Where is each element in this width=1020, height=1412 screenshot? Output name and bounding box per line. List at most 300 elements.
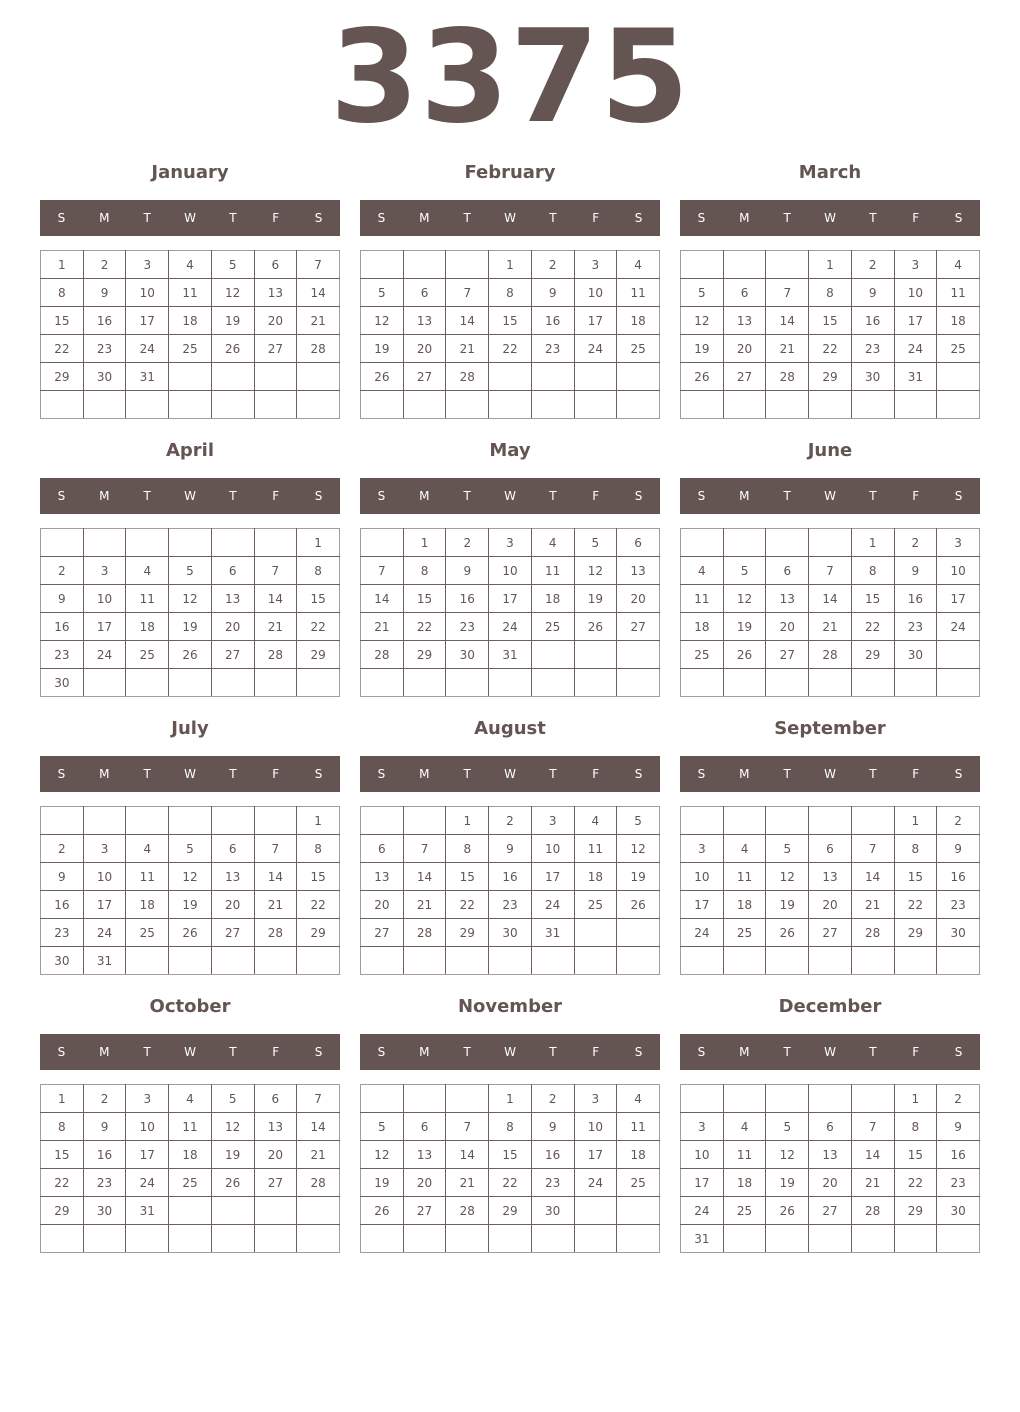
weekday-label: W bbox=[184, 211, 196, 225]
weekday-label: T bbox=[783, 211, 791, 225]
day-cell: 9 bbox=[41, 863, 84, 891]
day-cell: 1 bbox=[809, 251, 852, 279]
day-cell bbox=[617, 391, 660, 419]
day-cell bbox=[211, 363, 254, 391]
weekday-label: W bbox=[824, 211, 836, 225]
day-cell: 18 bbox=[126, 891, 169, 919]
week-row bbox=[361, 669, 660, 697]
day-cell: 13 bbox=[211, 863, 254, 891]
week-row bbox=[361, 585, 660, 613]
day-cell: 28 bbox=[254, 641, 297, 669]
day-cell: 16 bbox=[851, 307, 894, 335]
day-cell: 5 bbox=[169, 557, 212, 585]
weekday-label: W bbox=[184, 489, 196, 503]
day-cell bbox=[211, 669, 254, 697]
day-cell bbox=[937, 391, 980, 419]
day-cell bbox=[937, 641, 980, 669]
day-cell: 21 bbox=[446, 335, 489, 363]
day-cell: 15 bbox=[489, 1141, 532, 1169]
month-name: March bbox=[798, 162, 862, 183]
day-cell: 9 bbox=[446, 557, 489, 585]
day-cell: 24 bbox=[126, 335, 169, 363]
day-cell: 20 bbox=[809, 891, 852, 919]
day-cell: 8 bbox=[489, 1113, 532, 1141]
day-cell bbox=[937, 669, 980, 697]
day-cell: 12 bbox=[766, 1141, 809, 1169]
week-row bbox=[41, 251, 340, 279]
day-cell: 31 bbox=[894, 363, 937, 391]
day-cell: 17 bbox=[531, 863, 574, 891]
day-cell: 7 bbox=[851, 835, 894, 863]
day-cell: 4 bbox=[169, 1085, 212, 1113]
day-cell bbox=[574, 1197, 617, 1225]
day-cell: 8 bbox=[297, 835, 340, 863]
weekday-label: W bbox=[824, 489, 836, 503]
day-cell: 14 bbox=[766, 307, 809, 335]
weekday-label: T bbox=[549, 1045, 557, 1059]
day-cell: 16 bbox=[41, 891, 84, 919]
day-cell: 26 bbox=[617, 891, 660, 919]
week-row bbox=[361, 251, 660, 279]
day-cell: 30 bbox=[937, 1197, 980, 1225]
week-row bbox=[41, 1225, 340, 1253]
day-cell bbox=[937, 947, 980, 975]
day-cell bbox=[574, 919, 617, 947]
day-cell: 21 bbox=[446, 1169, 489, 1197]
day-cell bbox=[446, 251, 489, 279]
day-cell bbox=[446, 391, 489, 419]
day-cell: 14 bbox=[254, 863, 297, 891]
day-cell: 25 bbox=[681, 641, 724, 669]
day-cell: 30 bbox=[851, 363, 894, 391]
week-row bbox=[41, 613, 340, 641]
weekday-label: S bbox=[57, 211, 66, 225]
day-cell bbox=[617, 1197, 660, 1225]
day-cell bbox=[531, 947, 574, 975]
day-cell bbox=[126, 529, 169, 557]
day-cell: 19 bbox=[361, 1169, 404, 1197]
day-cell bbox=[681, 251, 724, 279]
weekday-header-bar bbox=[40, 1034, 340, 1070]
day-cell: 18 bbox=[617, 1141, 660, 1169]
day-cell: 14 bbox=[851, 1141, 894, 1169]
day-cell bbox=[531, 391, 574, 419]
weekday-label: T bbox=[143, 211, 151, 225]
day-cell bbox=[809, 669, 852, 697]
day-cell: 3 bbox=[83, 557, 126, 585]
day-cell bbox=[169, 947, 212, 975]
day-cell: 9 bbox=[937, 1113, 980, 1141]
day-cell: 15 bbox=[489, 307, 532, 335]
day-cell: 3 bbox=[894, 251, 937, 279]
day-cell: 12 bbox=[681, 307, 724, 335]
day-cell bbox=[297, 1197, 340, 1225]
day-cell bbox=[297, 391, 340, 419]
day-cell: 29 bbox=[851, 641, 894, 669]
week-row bbox=[681, 557, 980, 585]
day-cell: 30 bbox=[937, 919, 980, 947]
weekday-label: F bbox=[912, 211, 920, 225]
day-cell: 1 bbox=[297, 529, 340, 557]
day-cell bbox=[41, 529, 84, 557]
day-cell: 16 bbox=[83, 307, 126, 335]
week-row bbox=[41, 279, 340, 307]
day-cell: 7 bbox=[851, 1113, 894, 1141]
day-cell: 15 bbox=[446, 863, 489, 891]
day-cell: 7 bbox=[361, 557, 404, 585]
day-cell: 25 bbox=[169, 1169, 212, 1197]
day-cell: 9 bbox=[894, 557, 937, 585]
week-row bbox=[41, 529, 340, 557]
day-cell: 15 bbox=[894, 1141, 937, 1169]
day-cell: 15 bbox=[297, 585, 340, 613]
day-cell: 19 bbox=[211, 1141, 254, 1169]
day-cell bbox=[403, 251, 446, 279]
day-cell bbox=[361, 947, 404, 975]
weekday-label: F bbox=[912, 489, 920, 503]
day-cell: 23 bbox=[489, 891, 532, 919]
day-cell: 16 bbox=[83, 1141, 126, 1169]
day-cell: 18 bbox=[531, 585, 574, 613]
day-cell bbox=[254, 363, 297, 391]
day-cell: 5 bbox=[723, 557, 766, 585]
weekday-label: W bbox=[824, 767, 836, 781]
week-row bbox=[361, 279, 660, 307]
day-cell: 20 bbox=[809, 1169, 852, 1197]
day-cell: 10 bbox=[681, 863, 724, 891]
day-cell: 24 bbox=[83, 919, 126, 947]
day-cell: 14 bbox=[361, 585, 404, 613]
week-row bbox=[681, 891, 980, 919]
week-row bbox=[41, 307, 340, 335]
day-cell: 8 bbox=[297, 557, 340, 585]
day-cell bbox=[83, 529, 126, 557]
day-cell: 31 bbox=[531, 919, 574, 947]
month-name: June bbox=[807, 440, 853, 461]
day-cell: 22 bbox=[809, 335, 852, 363]
weekday-label: F bbox=[592, 211, 600, 225]
day-cell bbox=[574, 947, 617, 975]
day-cell: 6 bbox=[617, 529, 660, 557]
day-cell: 2 bbox=[851, 251, 894, 279]
day-cell: 23 bbox=[531, 1169, 574, 1197]
day-cell: 2 bbox=[937, 807, 980, 835]
day-cell: 18 bbox=[681, 613, 724, 641]
day-cell: 25 bbox=[126, 919, 169, 947]
day-cell: 18 bbox=[169, 307, 212, 335]
day-cell: 11 bbox=[681, 585, 724, 613]
day-cell: 22 bbox=[297, 613, 340, 641]
day-cell: 20 bbox=[211, 891, 254, 919]
weekday-label: S bbox=[697, 1045, 706, 1059]
week-row bbox=[681, 1197, 980, 1225]
day-cell: 17 bbox=[126, 307, 169, 335]
day-cell: 29 bbox=[894, 919, 937, 947]
day-cell: 8 bbox=[851, 557, 894, 585]
week-row bbox=[681, 1169, 980, 1197]
weekday-label: S bbox=[314, 489, 323, 503]
day-cell: 12 bbox=[361, 307, 404, 335]
day-cell: 28 bbox=[297, 1169, 340, 1197]
day-cell bbox=[681, 391, 724, 419]
day-cell: 5 bbox=[574, 529, 617, 557]
day-cell: 27 bbox=[766, 641, 809, 669]
day-cell: 13 bbox=[211, 585, 254, 613]
day-cell bbox=[126, 807, 169, 835]
day-grid bbox=[360, 250, 660, 419]
day-cell: 2 bbox=[83, 251, 126, 279]
day-cell: 10 bbox=[937, 557, 980, 585]
day-cell: 12 bbox=[617, 835, 660, 863]
day-cell: 12 bbox=[169, 585, 212, 613]
day-cell: 15 bbox=[403, 585, 446, 613]
day-cell: 26 bbox=[361, 363, 404, 391]
day-cell bbox=[809, 1085, 852, 1113]
day-cell: 22 bbox=[851, 613, 894, 641]
day-cell: 13 bbox=[809, 1141, 852, 1169]
day-cell bbox=[126, 947, 169, 975]
day-cell: 6 bbox=[723, 279, 766, 307]
day-cell bbox=[766, 669, 809, 697]
day-cell bbox=[851, 391, 894, 419]
day-cell: 10 bbox=[489, 557, 532, 585]
day-cell bbox=[403, 1225, 446, 1253]
day-cell: 27 bbox=[403, 363, 446, 391]
week-row bbox=[41, 807, 340, 835]
weekday-header-bar bbox=[680, 478, 980, 514]
week-row bbox=[41, 1197, 340, 1225]
day-cell bbox=[361, 807, 404, 835]
day-cell: 11 bbox=[169, 279, 212, 307]
day-cell: 14 bbox=[809, 585, 852, 613]
day-cell: 21 bbox=[851, 1169, 894, 1197]
week-row bbox=[361, 1169, 660, 1197]
weekday-label: T bbox=[549, 489, 557, 503]
day-cell: 26 bbox=[169, 919, 212, 947]
weekday-label: S bbox=[314, 767, 323, 781]
day-cell: 24 bbox=[126, 1169, 169, 1197]
day-cell: 18 bbox=[617, 307, 660, 335]
weekday-label: F bbox=[272, 489, 280, 503]
weekday-label: S bbox=[697, 489, 706, 503]
day-cell: 23 bbox=[531, 335, 574, 363]
day-cell bbox=[211, 529, 254, 557]
day-cell: 10 bbox=[126, 1113, 169, 1141]
weekday-label: S bbox=[954, 211, 963, 225]
day-cell: 22 bbox=[403, 613, 446, 641]
day-cell: 17 bbox=[894, 307, 937, 335]
day-cell: 19 bbox=[361, 335, 404, 363]
week-row bbox=[681, 1141, 980, 1169]
day-cell: 7 bbox=[297, 251, 340, 279]
weekday-label: W bbox=[504, 767, 516, 781]
day-cell bbox=[169, 363, 212, 391]
day-cell: 21 bbox=[403, 891, 446, 919]
day-cell: 7 bbox=[809, 557, 852, 585]
day-cell: 29 bbox=[489, 1197, 532, 1225]
day-cell: 4 bbox=[723, 1113, 766, 1141]
day-cell: 13 bbox=[723, 307, 766, 335]
day-cell: 6 bbox=[254, 1085, 297, 1113]
day-cell bbox=[489, 363, 532, 391]
day-cell: 9 bbox=[531, 279, 574, 307]
day-cell: 27 bbox=[403, 1197, 446, 1225]
day-cell: 20 bbox=[766, 613, 809, 641]
day-cell bbox=[403, 669, 446, 697]
day-cell: 2 bbox=[531, 251, 574, 279]
day-cell: 22 bbox=[446, 891, 489, 919]
day-cell: 27 bbox=[361, 919, 404, 947]
day-cell: 17 bbox=[681, 891, 724, 919]
day-cell: 8 bbox=[489, 279, 532, 307]
day-cell: 22 bbox=[489, 1169, 532, 1197]
day-cell: 4 bbox=[126, 835, 169, 863]
weekday-label: F bbox=[592, 489, 600, 503]
day-cell: 3 bbox=[574, 1085, 617, 1113]
day-cell bbox=[531, 641, 574, 669]
day-cell bbox=[403, 947, 446, 975]
day-cell: 6 bbox=[211, 557, 254, 585]
day-cell: 15 bbox=[297, 863, 340, 891]
day-cell: 31 bbox=[126, 363, 169, 391]
day-cell bbox=[766, 529, 809, 557]
day-cell: 17 bbox=[83, 613, 126, 641]
day-cell: 28 bbox=[361, 641, 404, 669]
day-cell bbox=[681, 947, 724, 975]
weekday-label: T bbox=[229, 767, 237, 781]
day-grid bbox=[40, 528, 340, 697]
day-cell: 18 bbox=[574, 863, 617, 891]
day-cell: 2 bbox=[937, 1085, 980, 1113]
week-row bbox=[361, 835, 660, 863]
day-cell: 13 bbox=[403, 1141, 446, 1169]
weekday-label: S bbox=[377, 767, 386, 781]
day-cell: 25 bbox=[169, 335, 212, 363]
day-cell: 29 bbox=[403, 641, 446, 669]
day-cell: 31 bbox=[489, 641, 532, 669]
day-cell: 28 bbox=[403, 919, 446, 947]
day-cell bbox=[41, 1225, 84, 1253]
day-grid bbox=[680, 806, 980, 975]
week-row bbox=[681, 391, 980, 419]
day-cell: 24 bbox=[531, 891, 574, 919]
day-cell bbox=[531, 1225, 574, 1253]
weekday-header-bar bbox=[680, 1034, 980, 1070]
day-cell: 11 bbox=[574, 835, 617, 863]
day-cell: 20 bbox=[403, 335, 446, 363]
day-cell: 26 bbox=[766, 1197, 809, 1225]
day-cell: 22 bbox=[297, 891, 340, 919]
day-cell: 21 bbox=[297, 307, 340, 335]
day-cell: 16 bbox=[531, 307, 574, 335]
day-cell: 1 bbox=[41, 1085, 84, 1113]
day-cell: 30 bbox=[41, 947, 84, 975]
day-cell bbox=[809, 391, 852, 419]
day-cell: 1 bbox=[297, 807, 340, 835]
day-cell bbox=[681, 669, 724, 697]
weekday-label: T bbox=[463, 1045, 471, 1059]
day-cell: 19 bbox=[574, 585, 617, 613]
day-cell: 11 bbox=[169, 1113, 212, 1141]
weekday-label: M bbox=[99, 1045, 110, 1059]
weekday-label: M bbox=[99, 767, 110, 781]
day-cell bbox=[361, 529, 404, 557]
day-cell: 17 bbox=[937, 585, 980, 613]
weekday-label: T bbox=[463, 489, 471, 503]
week-row bbox=[361, 891, 660, 919]
week-row bbox=[41, 1085, 340, 1113]
day-cell: 21 bbox=[297, 1141, 340, 1169]
weekday-label: T bbox=[143, 767, 151, 781]
weekday-label: S bbox=[377, 211, 386, 225]
day-cell: 11 bbox=[617, 1113, 660, 1141]
week-row bbox=[681, 641, 980, 669]
week-row bbox=[681, 947, 980, 975]
day-cell bbox=[937, 363, 980, 391]
day-cell bbox=[297, 363, 340, 391]
weekday-label: S bbox=[377, 489, 386, 503]
day-grid bbox=[680, 1084, 980, 1253]
week-row bbox=[681, 251, 980, 279]
day-cell bbox=[617, 641, 660, 669]
week-row bbox=[41, 391, 340, 419]
day-cell: 2 bbox=[41, 557, 84, 585]
day-cell bbox=[169, 807, 212, 835]
day-cell: 28 bbox=[446, 1197, 489, 1225]
day-cell: 12 bbox=[574, 557, 617, 585]
day-cell bbox=[894, 391, 937, 419]
week-row bbox=[361, 1085, 660, 1113]
day-cell bbox=[809, 1225, 852, 1253]
day-cell: 19 bbox=[211, 307, 254, 335]
day-cell: 18 bbox=[937, 307, 980, 335]
day-cell bbox=[617, 669, 660, 697]
day-cell: 10 bbox=[83, 585, 126, 613]
day-cell bbox=[446, 1225, 489, 1253]
day-cell: 1 bbox=[489, 251, 532, 279]
day-cell bbox=[83, 669, 126, 697]
day-cell: 5 bbox=[766, 835, 809, 863]
day-cell bbox=[211, 391, 254, 419]
weekday-label: S bbox=[57, 489, 66, 503]
month-name: May bbox=[489, 440, 531, 461]
weekday-header-bar bbox=[360, 478, 660, 514]
day-grid bbox=[680, 250, 980, 419]
day-grid bbox=[40, 250, 340, 419]
week-row bbox=[681, 807, 980, 835]
day-cell: 20 bbox=[254, 1141, 297, 1169]
week-row bbox=[681, 279, 980, 307]
day-cell: 2 bbox=[41, 835, 84, 863]
day-cell: 26 bbox=[361, 1197, 404, 1225]
day-cell: 9 bbox=[531, 1113, 574, 1141]
weekday-header-bar bbox=[40, 478, 340, 514]
weekday-label: T bbox=[549, 211, 557, 225]
day-cell: 31 bbox=[83, 947, 126, 975]
day-cell bbox=[211, 1225, 254, 1253]
weekday-label: T bbox=[783, 767, 791, 781]
day-cell: 16 bbox=[41, 613, 84, 641]
weekday-header-bar bbox=[360, 756, 660, 792]
day-cell: 5 bbox=[361, 1113, 404, 1141]
day-cell: 27 bbox=[617, 613, 660, 641]
day-grid bbox=[680, 528, 980, 697]
weekday-label: S bbox=[697, 211, 706, 225]
day-cell: 16 bbox=[489, 863, 532, 891]
day-cell bbox=[766, 391, 809, 419]
day-cell: 24 bbox=[937, 613, 980, 641]
weekday-label: W bbox=[184, 1045, 196, 1059]
